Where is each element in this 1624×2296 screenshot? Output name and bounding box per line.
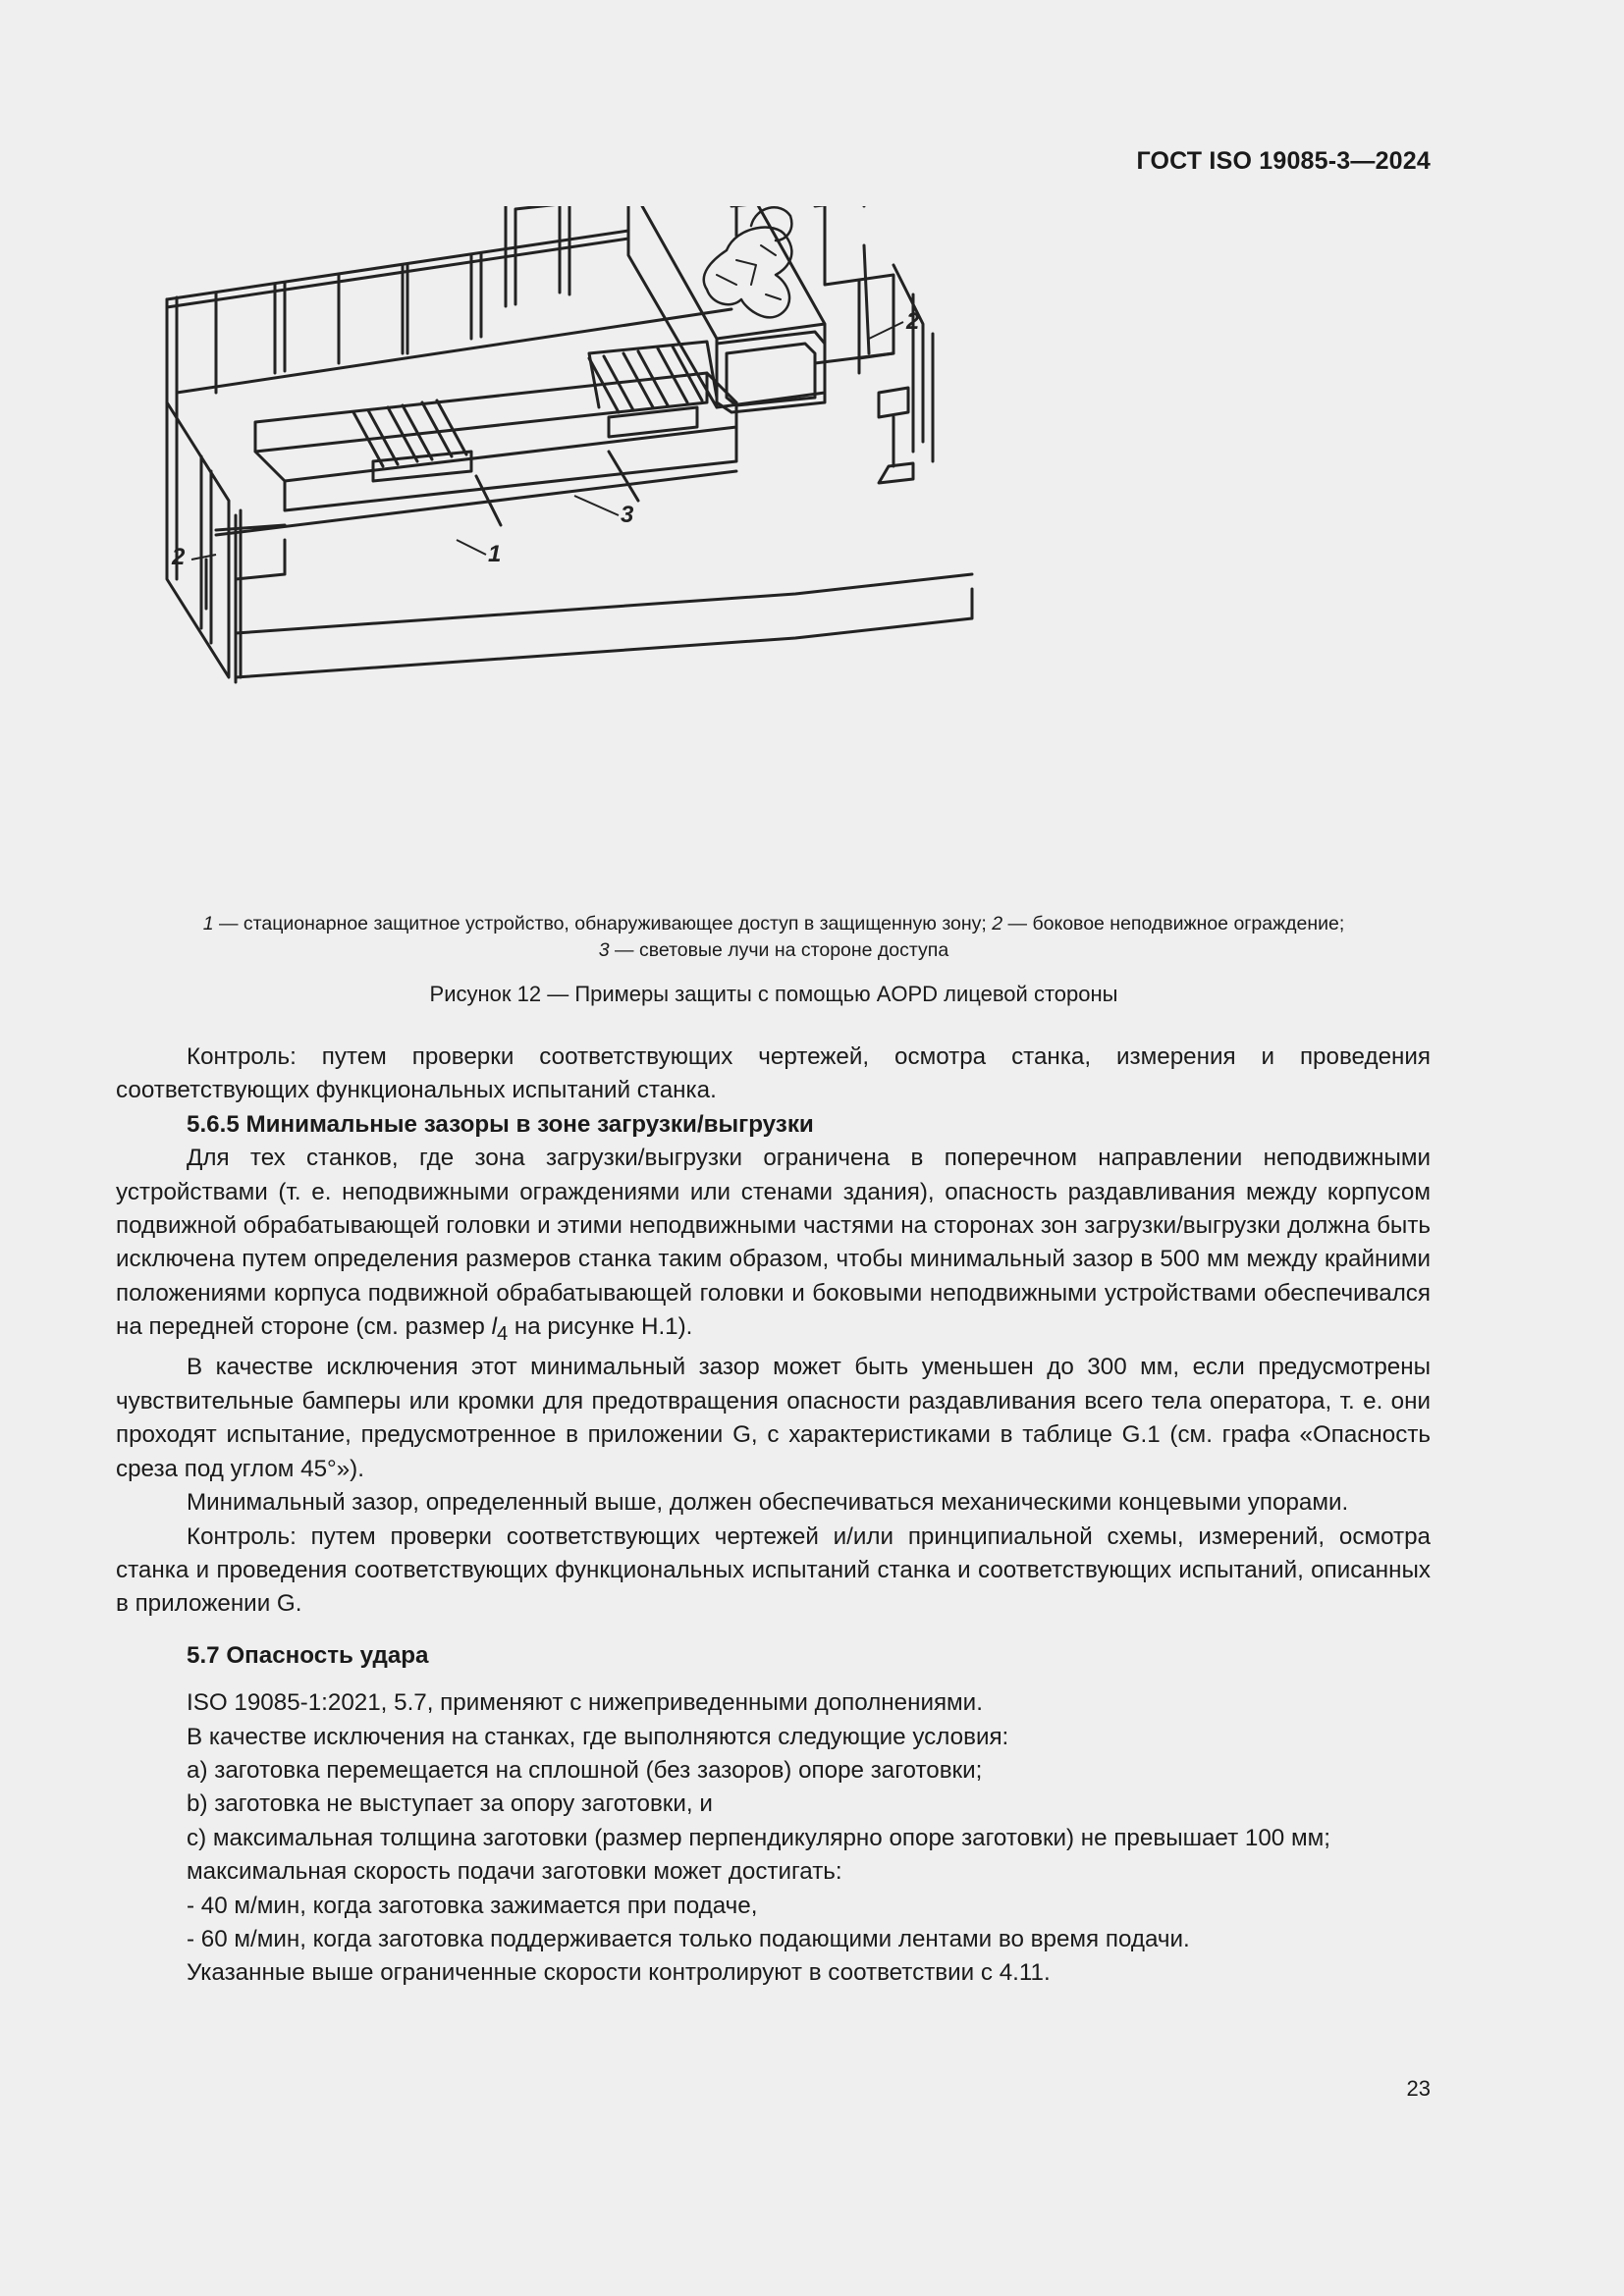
document-header: ГОСТ ISO 19085-3—2024 [1136, 147, 1431, 175]
callout-2-left: 2 [172, 544, 186, 570]
dimension-subscript: 4 [496, 1323, 509, 1346]
list-item-b: b) заготовка не выступает за опору заготовки, и [187, 1790, 713, 1818]
paragraph-iso-ref: ISO 19085-1:2021, 5.7, применяют с нижеприведенными дополнениями. [187, 1689, 983, 1717]
paragraph-end-stops: Минимальный зазор, определенный выше, должен обеспечиваться механическими концевыми упорами. [187, 1489, 1349, 1517]
list-item-a: a) заготовка перемещается на сплошной (без зазоров) опоре заготовки; [187, 1756, 983, 1784]
machine-safety-figure [147, 206, 1424, 893]
figure-legend [116, 911, 1432, 964]
callout-leader-1 [457, 540, 486, 555]
dash-item-1: - 40 м/мин, когда заготовка зажимается при подаче, [187, 1892, 758, 1919]
door-frame [506, 206, 569, 306]
legend-num-3: 3 [598, 939, 610, 961]
paragraph-clearance [116, 1142, 1431, 1351]
paragraph-clearance-end: на рисунке H.1). [508, 1313, 693, 1341]
legend-text-1: — стационарное защитное устройство, обнаруживающее доступ в защищенную зону; [213, 913, 993, 934]
paragraph-exception: В качестве исключения этот минимальный зазор может быть уменьшен до 300 мм, если предусмотрены чувствительные бамперы или кромки для предотвращения опасности раздавливания всего тела оператора, т. е. они проходят испытание, предусмотренное в приложении G, с характеристиками в таблице G.1 (см. графа «Опасность среза под углом 45°»). [116, 1354, 1431, 1482]
dash-item-2: - 60 м/мин, когда заготовка поддерживается только подающими лентами во время подачи. [187, 1925, 1190, 1952]
paragraph-conditions: В качестве исключения на станках, где выполняются следующие условия: [187, 1723, 1009, 1750]
paragraph-clearance-text: Для тех станков, где зона загрузки/выгрузки ограничена в поперечном направлении неподвижными устройствами (т. е. неподвижными ограждениями или стенами здания), опасность раздавливания между корпусом подвижной обрабатывающей головки и этими неподвижными частями на сторонах зон загрузки/выгрузки должна быть исключена путем определения размеров станка таким образом, чтобы минимальный зазор в 500 мм между крайними положениями корпуса подвижной обрабатывающей головки и боковыми неподвижными устройствами обеспечивался на передней стороне (см. размер [116, 1145, 1431, 1341]
document-body [116, 1041, 1431, 1991]
paragraph-max-speed: максимальная скорость подачи заготовки может достигать: [187, 1858, 842, 1886]
paragraph-control-2: Контроль: путем проверки соответствующих чертежей и/или принципиальной схемы, измерений, осмотра станка и проведения соответствующих функциональных испытаний станка и соответствующих испытаний, описанных в приложении G. [116, 1522, 1431, 1618]
callout-leader-2-right [869, 322, 903, 339]
callout-2-right: 2 [906, 308, 920, 335]
list-item-c: c) максимальная толщина заготовки (размер перпендикулярно опоре заготовки) не превышает 100 мм; [187, 1824, 1330, 1851]
dimension-symbol: l [491, 1313, 497, 1341]
legend-text-3: — световые лучи на стороне доступа [609, 939, 949, 961]
section-heading-5-6-5: 5.6.5 Минимальные зазоры в зоне загрузки/выгрузки [187, 1110, 814, 1138]
callout-1: 1 [488, 541, 502, 567]
operator-panel [879, 388, 913, 483]
callout-leader-3 [574, 496, 619, 515]
machine-base [216, 471, 972, 677]
paragraph-speed-control: Указанные выше ограниченные скорости контролируют в соответствии с 4.11. [187, 1959, 1051, 1987]
work-table [255, 373, 736, 510]
section-heading-5-7: 5.7 Опасность удара [187, 1641, 429, 1669]
callout-3: 3 [621, 502, 634, 528]
legend-num-2: 2 [992, 913, 1003, 934]
paragraph-control-1: Контроль: путем проверки соответствующих чертежей, осмотра станка, измерения и проведения соответствующих функциональных испытаний станка. [116, 1043, 1431, 1104]
operator-figure-detail [717, 245, 781, 299]
legend-text-2: — боковое неподвижное ограждение; [1002, 913, 1345, 934]
left-side-fence [167, 299, 241, 677]
figure-caption: Рисунок 12 — Примеры защиты с помощью AOPD лицевой стороны [429, 982, 1118, 1006]
legend-num-1: 1 [202, 913, 214, 934]
page-number: 23 [1406, 2076, 1431, 2101]
